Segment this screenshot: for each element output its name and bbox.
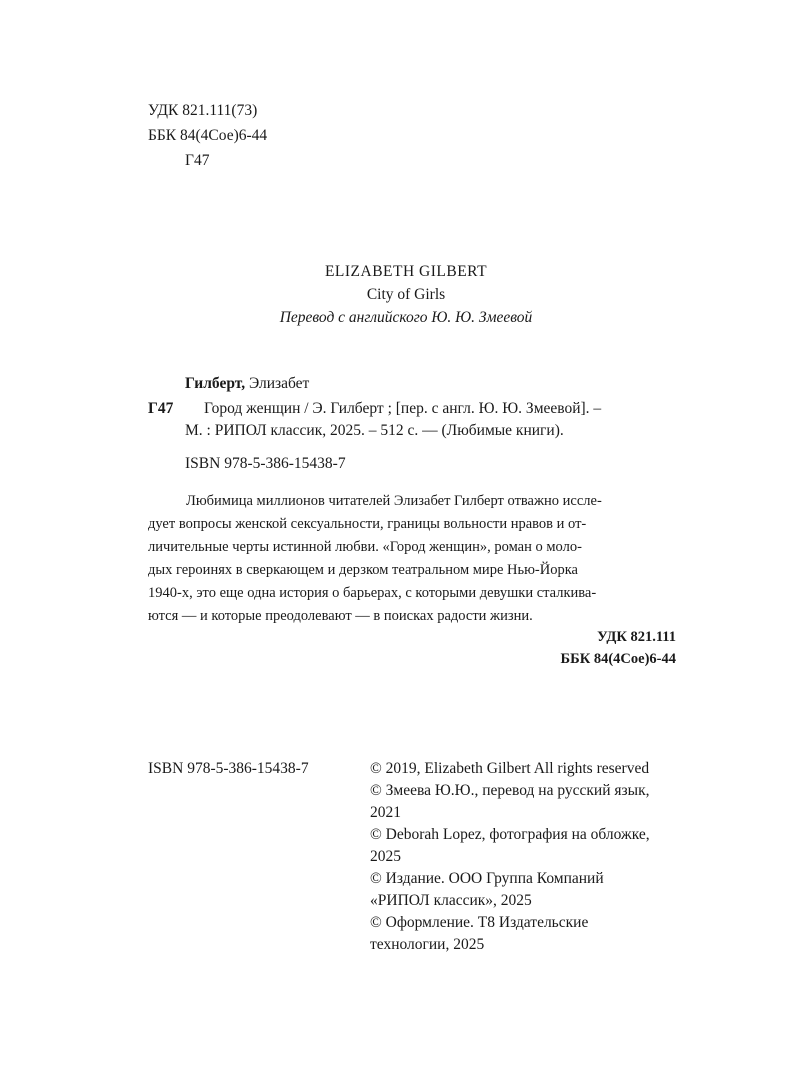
translation-credit: Перевод с английского Ю. Ю. Змеевой: [279, 309, 533, 326]
footer-isbn: ISBN 978-5-386-15438-7: [148, 760, 309, 777]
copyright-line: © Оформление. Т8 Издательские: [370, 914, 589, 931]
bbk-code-bottom: ББК 84(4Сое)6-44: [560, 651, 676, 667]
udk-code: УДК 821.111(73): [148, 102, 258, 119]
udk-code-bottom: УДК 821.111: [597, 629, 676, 645]
annotation-line: дых героинях в сверкающем и дерзком театральном мире Нью-Йорка: [148, 562, 578, 578]
catalog-isbn: ISBN 978-5-386-15438-7: [185, 455, 346, 472]
annotation-line: 1940-х, это еще одна история о барьерах, с которыми девушки сталкива-: [148, 585, 597, 601]
original-author: ELIZABETH GILBERT: [324, 263, 488, 280]
annotation-line: ются — и которые преодолевают — в поисках радости жизни.: [148, 608, 533, 624]
original-title: City of Girls: [366, 286, 446, 303]
catalog-given-name: Элизабет: [245, 375, 310, 392]
catalog-line-1: Город женщин / Э. Гилберт ; [пер. с англ. Ю. Ю. Змеевой]. –: [204, 400, 602, 417]
copyright-line: © Змеева Ю.Ю., перевод на русский язык,: [370, 782, 650, 799]
catalog-line-2: М. : РИПОЛ классик, 2025. – 512 с. — (Любимые книги).: [185, 422, 564, 439]
copyright-line: 2021: [370, 804, 401, 821]
catalog-surname: Гилберт,: [185, 375, 246, 392]
catalog-author-mark: Г47: [148, 400, 174, 417]
copyright-block: [370, 758, 650, 956]
annotation-line: дует вопросы женской сексуальности, границы вольности нравов и от-: [148, 516, 587, 532]
bbk-code: ББК 84(4Сое)6-44: [148, 127, 268, 144]
annotation-line: Любимица миллионов читателей Элизабет Гилберт отважно иссле-: [186, 493, 602, 509]
copyright-line: «РИПОЛ классик», 2025: [370, 892, 532, 909]
catalog-heading: [185, 373, 309, 395]
copyright-line: © Издание. ООО Группа Компаний: [370, 870, 604, 887]
copyright-line: 2025: [370, 848, 401, 865]
annotation-line: личительные черты истинной любви. «Город женщин», роман о моло-: [148, 539, 582, 555]
copyright-line: © Deborah Lopez, фотография на обложке,: [370, 826, 650, 843]
author-mark: Г47: [185, 152, 210, 169]
annotation: [148, 490, 664, 628]
copyright-line: технологии, 2025: [370, 936, 485, 953]
copyright-line: © 2019, Elizabeth Gilbert All rights reserved: [370, 760, 650, 777]
